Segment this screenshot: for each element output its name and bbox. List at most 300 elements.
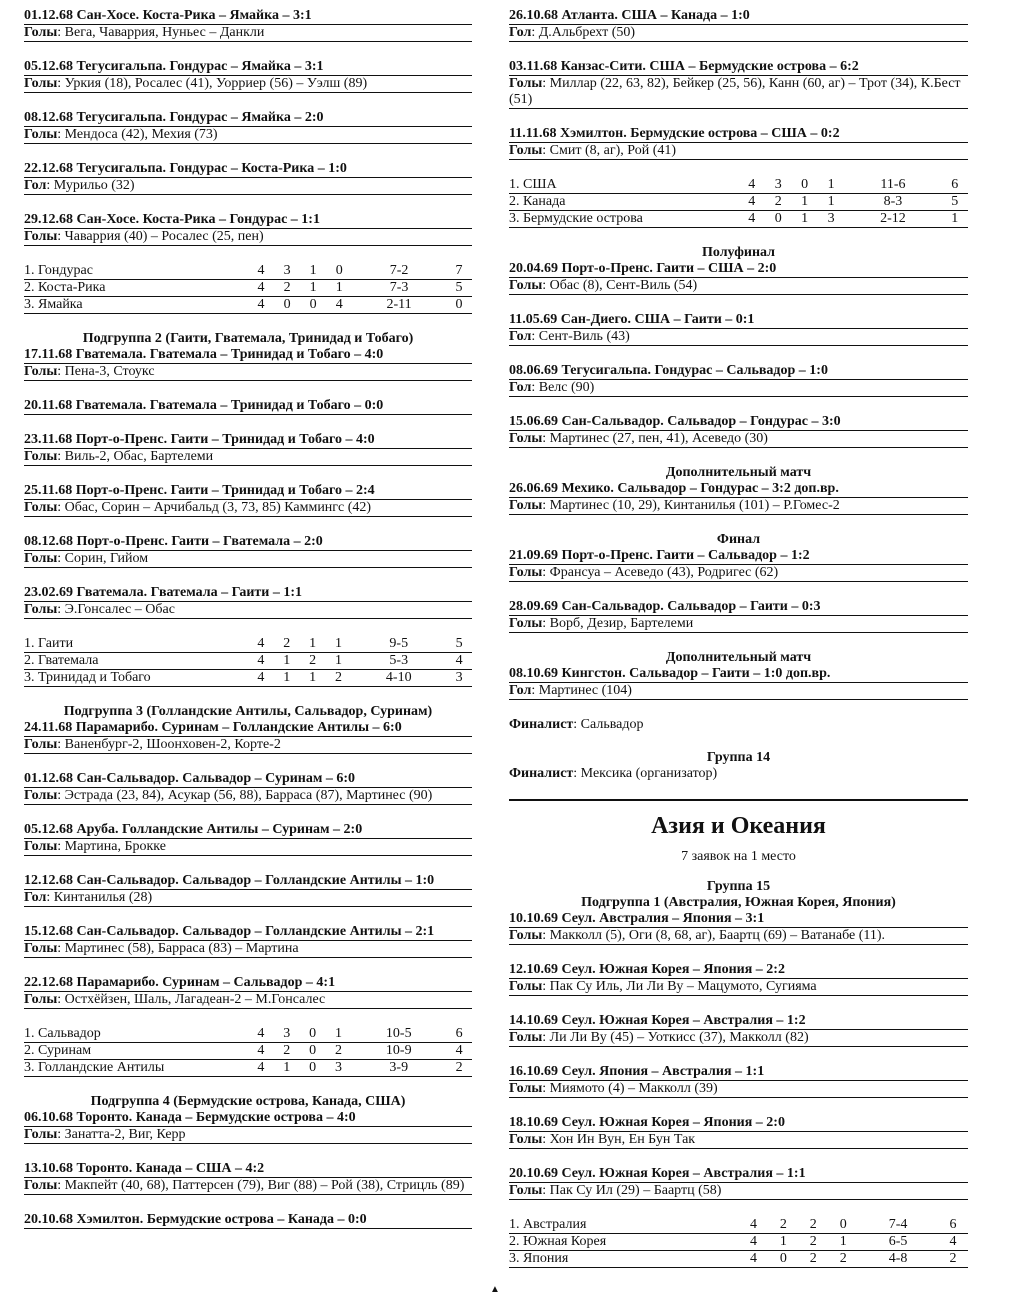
standings-row <box>509 177 968 194</box>
standings-value: 4 <box>248 280 274 297</box>
goal-scorers <box>24 602 472 619</box>
section-heading: Дополнительный матч <box>665 465 812 480</box>
right-column <box>509 8 968 1285</box>
goals-label: Голы <box>509 1132 543 1147</box>
goals-label: Голы <box>24 1178 58 1193</box>
standings-value: 1 <box>818 177 844 194</box>
match-entry <box>509 911 968 945</box>
team-name: 2. Канада <box>509 194 739 211</box>
standings-value: 10-5 <box>351 1026 446 1043</box>
goal-scorers <box>24 551 472 568</box>
goals-text: : Мартинес (58), Барраса (83) – Мартина <box>57 941 299 956</box>
standings-value: 1 <box>300 280 326 297</box>
match-entry <box>24 1212 472 1229</box>
goals-label: Гол <box>509 25 532 40</box>
goals-text: : Мартинес (27, пен, 41), Асеведо (30) <box>542 431 768 446</box>
standings-value: 4 <box>739 1217 769 1234</box>
page-turn-icon: ▲ <box>490 1284 500 1295</box>
match-header: 24.11.68 Парамарибо. Суринам – Голландские Антилы – 6:0 <box>24 720 472 737</box>
goals-text: : Пак Су Иль, Ли Ли Ву – Мацумото, Сугияма <box>542 979 817 994</box>
goal-scorers <box>509 683 968 700</box>
standings-row <box>509 1251 968 1268</box>
standings-value: 1 <box>274 670 300 687</box>
goal-scorers <box>24 500 472 517</box>
match-entry <box>24 822 472 856</box>
standings-value: 6 <box>941 177 968 194</box>
standings-table <box>24 263 472 314</box>
goals-text: : Пак Су Ил (29) – Баартц (58) <box>542 1183 722 1198</box>
match-entry <box>24 347 472 381</box>
match-header: 14.10.69 Сеул. Южная Корея – Австралия – 1:2 <box>509 1013 968 1030</box>
standings-value: 1 <box>326 280 352 297</box>
standings-value: 0 <box>300 297 326 314</box>
team-name: 2. Гватемала <box>24 653 248 670</box>
goals-label: Голы <box>24 449 58 464</box>
standings-value: 4 <box>248 1043 274 1060</box>
goals-text: : Мартина, Брокке <box>57 839 166 854</box>
match-entry <box>24 1161 472 1195</box>
goals-text: : Ваненбург-2, Шоонховен-2, Корте-2 <box>57 737 281 752</box>
standings-value: 2 <box>765 194 791 211</box>
goals-text: : Сент-Виль (43) <box>531 329 630 344</box>
goals-label: Гол <box>24 890 47 905</box>
standings-value: 5 <box>446 280 472 297</box>
standings-value: 8-3 <box>844 194 941 211</box>
match-header: 29.12.68 Сан-Хосе. Коста-Рика – Гондурас – 1:1 <box>24 212 472 229</box>
match-header: 12.12.68 Сан-Сальвадор. Сальвадор – Голландские Антилы – 1:0 <box>24 873 472 890</box>
standings-value: 4-10 <box>351 670 446 687</box>
goal-scorers <box>24 449 472 466</box>
match-entry <box>509 59 968 109</box>
goals-text: : Сорин, Гийом <box>57 551 149 566</box>
finalist-line <box>509 717 968 733</box>
team-name: 1. Сальвадор <box>24 1026 248 1043</box>
match-entry <box>24 771 472 805</box>
match-entry <box>509 1115 968 1149</box>
goals-label: Голы <box>24 76 58 91</box>
standings-value: 2 <box>938 1251 968 1268</box>
standings-value: 0 <box>300 1060 326 1077</box>
goals-label: Голы <box>509 431 543 446</box>
section-heading: Подгруппа 1 (Австралия, Южная Корея, Япония) <box>581 895 896 910</box>
match-header: 20.10.68 Хэмилтон. Бермудские острова – Канада – 0:0 <box>24 1212 472 1229</box>
goals-label: Голы <box>24 602 58 617</box>
section-heading: Группа 15 <box>706 879 771 894</box>
goals-text: : Смит (8, аг), Рой (41) <box>542 143 677 158</box>
finalist-value: : Сальвадор <box>573 717 644 732</box>
standings-value: 1 <box>791 194 817 211</box>
match-entry <box>509 8 968 42</box>
goals-label: Голы <box>24 500 58 515</box>
standings-value: 3 <box>274 1026 300 1043</box>
match-header: 08.06.69 Тегусигальпа. Гондурас – Сальвадор – 1:0 <box>509 363 968 380</box>
standings-value: 2 <box>274 636 300 653</box>
standings-value: 1 <box>300 670 326 687</box>
team-name: 1. Гаити <box>24 636 248 653</box>
team-name: 3. Ямайка <box>24 297 248 314</box>
standings-value: 1 <box>791 211 817 228</box>
goal-scorers <box>24 788 472 805</box>
standings-table <box>509 1217 968 1268</box>
match-header: 22.12.68 Тегусигальпа. Гондурас – Коста-Рика – 1:0 <box>24 161 472 178</box>
goals-label: Голы <box>509 143 543 158</box>
standings-value: 5-3 <box>351 653 446 670</box>
goals-label: Голы <box>24 941 58 956</box>
match-entry <box>509 414 968 448</box>
standings-value: 1 <box>300 636 326 653</box>
match-header: 01.12.68 Сан-Хосе. Коста-Рика – Ямайка – 3:1 <box>24 8 472 25</box>
standings-value: 2 <box>326 1043 352 1060</box>
goal-scorers <box>509 1081 968 1098</box>
match-entry <box>24 483 472 517</box>
match-header: 17.11.68 Гватемала. Гватемала – Тринидад и Тобаго – 4:0 <box>24 347 472 364</box>
goal-scorers <box>509 143 968 160</box>
goals-label: Голы <box>509 928 543 943</box>
standings-value: 9-5 <box>351 636 446 653</box>
match-header: 21.09.69 Порт-о-Пренс. Гаити – Сальвадор – 1:2 <box>509 548 968 565</box>
goals-text: : Чаваррия (40) – Росалес (25, пен) <box>57 229 264 244</box>
standings-value: 6 <box>446 1026 472 1043</box>
standings-value: 4 <box>938 1234 968 1251</box>
match-header: 10.10.69 Сеул. Австралия – Япония – 3:1 <box>509 911 968 928</box>
match-entry <box>24 212 472 246</box>
standings-value: 1 <box>326 653 352 670</box>
goals-label: Голы <box>24 992 58 1007</box>
goals-label: Гол <box>509 380 532 395</box>
standings-value: 4 <box>739 1234 769 1251</box>
match-header: 03.11.68 Канзас-Сити. США – Бермудские острова – 6:2 <box>509 59 968 76</box>
standings-value: 0 <box>446 297 472 314</box>
goals-text: : Мартинес (10, 29), Кинтанилья (101) – Р.Гомес-2 <box>542 498 840 513</box>
goal-scorers <box>509 278 968 295</box>
goals-text: : Мартинес (104) <box>531 683 632 698</box>
standings-row <box>24 263 472 280</box>
standings-value: 2 <box>828 1251 858 1268</box>
standings-value: 0 <box>274 297 300 314</box>
section-heading: Полуфинал <box>701 245 775 260</box>
goal-scorers <box>24 127 472 144</box>
standings-value: 1 <box>941 211 968 228</box>
standings-value: 3 <box>765 177 791 194</box>
standings-value: 0 <box>791 177 817 194</box>
goals-text: : Мендоса (42), Мехия (73) <box>57 127 218 142</box>
team-name: 1. Австралия <box>509 1217 739 1234</box>
standings-row <box>24 1043 472 1060</box>
standings-value: 0 <box>765 211 791 228</box>
goal-scorers <box>24 76 472 93</box>
match-header: 08.10.69 Кингстон. Сальвадор – Гаити – 1:0 доп.вр. <box>509 666 968 683</box>
goals-label: Голы <box>24 1127 58 1142</box>
section-heading: Финал <box>716 532 761 547</box>
match-entry <box>509 312 968 346</box>
team-name: 2. Суринам <box>24 1043 248 1060</box>
standings-value: 4 <box>248 1060 274 1077</box>
standings-table <box>509 177 968 228</box>
standings-value: 6-5 <box>858 1234 938 1251</box>
goal-scorers <box>509 616 968 633</box>
finalist-value: : Мексика (организатор) <box>573 766 718 781</box>
section-heading: Дополнительный матч <box>665 650 812 665</box>
standings-table <box>24 1026 472 1077</box>
goal-scorers <box>24 229 472 246</box>
match-header: 01.12.68 Сан-Сальвадор. Сальвадор – Суринам – 6:0 <box>24 771 472 788</box>
standings-value: 0 <box>326 263 352 280</box>
standings-value: 6 <box>938 1217 968 1234</box>
standings-value: 5 <box>941 194 968 211</box>
team-name: 1. США <box>509 177 739 194</box>
goals-label: Голы <box>24 127 58 142</box>
standings-value: 2 <box>300 653 326 670</box>
match-entry <box>24 59 472 93</box>
goals-text: : Вега, Чаваррия, Нуньес – Данкли <box>57 25 265 40</box>
goal-scorers <box>24 890 472 907</box>
match-header: 06.10.68 Торонто. Канада – Бермудские острова – 4:0 <box>24 1110 472 1127</box>
goals-label: Голы <box>509 1081 543 1096</box>
goals-text: : Э.Гонсалес – Обас <box>57 602 175 617</box>
standings-value: 3 <box>274 263 300 280</box>
team-name: 2. Южная Корея <box>509 1234 739 1251</box>
standings-value: 4 <box>739 1251 769 1268</box>
standings-value: 5 <box>446 636 472 653</box>
match-header: 26.10.68 Атланта. США – Канада – 1:0 <box>509 8 968 25</box>
standings-value: 4 <box>248 263 274 280</box>
match-entry <box>24 873 472 907</box>
goals-text: : Уркия (18), Росалес (41), Уорриер (56) – Уэлш (89) <box>57 76 368 91</box>
standings-value: 2 <box>768 1217 798 1234</box>
goals-label: Голы <box>509 278 543 293</box>
match-header: 25.11.68 Порт-о-Пренс. Гаити – Тринидад и Тобаго – 2:4 <box>24 483 472 500</box>
match-header: 15.12.68 Сан-Сальвадор. Сальвадор – Голландские Антилы – 2:1 <box>24 924 472 941</box>
standings-value: 4 <box>248 297 274 314</box>
standings-value: 0 <box>300 1026 326 1043</box>
goals-label: Голы <box>24 839 58 854</box>
goals-label: Голы <box>509 1030 543 1045</box>
goals-label: Гол <box>509 683 532 698</box>
goal-scorers <box>24 737 472 754</box>
match-header: 18.10.69 Сеул. Южная Корея – Япония – 2:0 <box>509 1115 968 1132</box>
finalist-line <box>509 766 968 782</box>
goal-scorers <box>24 364 472 381</box>
team-name: 2. Коста-Рика <box>24 280 248 297</box>
match-header: 26.06.69 Мехико. Сальвадор – Гондурас – 3:2 доп.вр. <box>509 481 968 498</box>
goal-scorers <box>509 1132 968 1149</box>
standings-value: 4 <box>248 636 274 653</box>
standings-row <box>24 636 472 653</box>
standings-value: 4 <box>326 297 352 314</box>
goals-label: Голы <box>509 979 543 994</box>
goals-label: Голы <box>24 551 58 566</box>
goal-scorers <box>509 431 968 448</box>
match-header: 15.06.69 Сан-Сальвадор. Сальвадор – Гондурас – 3:0 <box>509 414 968 431</box>
goal-scorers <box>509 979 968 996</box>
match-header: 23.11.68 Порт-о-Пренс. Гаити – Тринидад и Тобаго – 4:0 <box>24 432 472 449</box>
standings-value: 0 <box>828 1217 858 1234</box>
goal-scorers <box>24 1127 472 1144</box>
match-header: 11.05.69 Сан-Диего. США – Гаити – 0:1 <box>509 312 968 329</box>
standings-value: 7-3 <box>352 280 446 297</box>
team-name: 3. Япония <box>509 1251 739 1268</box>
quota-note: 7 заявок на 1 место <box>681 849 796 864</box>
goals-text: : Мурильо (32) <box>46 178 135 193</box>
goals-text: : Миллар (22, 63, 82), Бейкер (25, 56), Канн (60, аг) – Трот (34), К.Бест (51) <box>509 76 961 107</box>
goals-label: Голы <box>509 616 543 631</box>
goals-text: : Макколл (5), Оги (8, 68, аг), Баартц (69) – Ватанабе (11). <box>542 928 886 943</box>
standings-value: 0 <box>300 1043 326 1060</box>
standings-value: 3 <box>326 1060 352 1077</box>
standings-value: 4 <box>248 670 274 687</box>
match-entry <box>509 666 968 700</box>
goals-text: : Велс (90) <box>531 380 595 395</box>
standings-row <box>509 1217 968 1234</box>
goal-scorers <box>24 178 472 195</box>
goals-text: : Макпейт (40, 68), Паттерсен (79), Виг (88) – Рой (38), Стрицль (89) <box>57 1178 465 1193</box>
goal-scorers <box>509 76 968 109</box>
match-header: 12.10.69 Сеул. Южная Корея – Япония – 2:2 <box>509 962 968 979</box>
match-header: 11.11.68 Хэмилтон. Бермудские острова – США – 0:2 <box>509 126 968 143</box>
match-entry <box>24 924 472 958</box>
goals-text: : Д.Альбрехт (50) <box>531 25 636 40</box>
match-header: 08.12.68 Порт-о-Пренс. Гаити – Гватемала – 2:0 <box>24 534 472 551</box>
match-entry <box>24 398 472 415</box>
standings-value: 2 <box>798 1217 828 1234</box>
team-name: 3. Бермудские острова <box>509 211 739 228</box>
match-entry <box>509 1064 968 1098</box>
match-header: 05.12.68 Аруба. Голландские Антилы – Суринам – 2:0 <box>24 822 472 839</box>
standings-value: 11-6 <box>844 177 941 194</box>
standings-value: 1 <box>818 194 844 211</box>
standings-row <box>24 670 472 687</box>
standings-value: 3-9 <box>351 1060 446 1077</box>
goals-text: : Хон Ин Вун, Ен Бун Так <box>542 1132 696 1147</box>
standings-value: 7-2 <box>352 263 446 280</box>
match-entry <box>509 962 968 996</box>
standings-value: 3 <box>446 670 472 687</box>
match-entry <box>24 975 472 1009</box>
section-heading: Группа 14 <box>706 750 771 765</box>
goals-text: : Ворб, Дезир, Бартелеми <box>542 616 694 631</box>
standings-value: 1 <box>326 1026 352 1043</box>
match-entry <box>24 161 472 195</box>
standings-value: 1 <box>274 1060 300 1077</box>
goal-scorers <box>24 1178 472 1195</box>
match-header: 20.10.69 Сеул. Южная Корея – Австралия – 1:1 <box>509 1166 968 1183</box>
match-header: 20.04.69 Порт-о-Пренс. Гаити – США – 2:0 <box>509 261 968 278</box>
goals-label: Голы <box>24 229 58 244</box>
standings-row <box>509 194 968 211</box>
goals-label: Гол <box>509 329 532 344</box>
match-header: 23.02.69 Гватемала. Гватемала – Гаити – 1:1 <box>24 585 472 602</box>
goals-text: : Франсуа – Асеведо (43), Родригес (62) <box>542 565 779 580</box>
match-header: 20.11.68 Гватемала. Гватемала – Тринидад и Тобаго – 0:0 <box>24 398 472 415</box>
standings-value: 2 <box>326 670 352 687</box>
goals-text: : Занатта-2, Виг, Керр <box>57 1127 186 1142</box>
goals-text: : Миямото (4) – Макколл (39) <box>542 1081 718 1096</box>
match-entry <box>24 432 472 466</box>
goal-scorers <box>509 928 968 945</box>
match-entry <box>509 1013 968 1047</box>
goal-scorers <box>509 565 968 582</box>
goals-text: : Виль-2, Обас, Бартелеми <box>57 449 214 464</box>
match-entry <box>24 8 472 42</box>
left-column <box>24 8 472 1246</box>
goals-label: Голы <box>24 788 58 803</box>
standings-value: 1 <box>768 1234 798 1251</box>
team-name: 3. Тринидад и Тобаго <box>24 670 248 687</box>
standings-row <box>24 1060 472 1077</box>
finalist-label: Финалист <box>509 717 574 732</box>
standings-row <box>24 653 472 670</box>
standings-value: 2 <box>274 280 300 297</box>
standings-row <box>509 211 968 228</box>
match-entry <box>509 126 968 160</box>
goal-scorers <box>24 839 472 856</box>
goal-scorers <box>509 329 968 346</box>
standings-value: 4 <box>446 653 472 670</box>
goals-text: : Кинтанилья (28) <box>46 890 153 905</box>
goal-scorers <box>509 380 968 397</box>
goal-scorers <box>509 25 968 42</box>
standings-value: 2-12 <box>844 211 941 228</box>
match-header: 13.10.68 Торонто. Канада – США – 4:2 <box>24 1161 472 1178</box>
match-entry <box>24 720 472 754</box>
standings-value: 10-9 <box>351 1043 446 1060</box>
match-entry <box>509 1166 968 1200</box>
standings-value: 2-11 <box>352 297 446 314</box>
standings-value: 7-4 <box>858 1217 938 1234</box>
goal-scorers <box>509 498 968 515</box>
standings-value: 7 <box>446 263 472 280</box>
match-header: 05.12.68 Тегусигальпа. Гондурас – Ямайка – 3:1 <box>24 59 472 76</box>
standings-value: 4 <box>739 211 765 228</box>
standings-value: 4-8 <box>858 1251 938 1268</box>
goals-label: Голы <box>509 76 543 91</box>
match-entry <box>24 534 472 568</box>
region-title: Азия и Океания <box>651 813 826 839</box>
match-entry <box>509 599 968 633</box>
section-heading: Подгруппа 2 (Гаити, Гватемала, Тринидад и Тобаго) <box>82 331 414 346</box>
standings-value: 4 <box>739 194 765 211</box>
match-entry <box>24 585 472 619</box>
standings-value: 1 <box>828 1234 858 1251</box>
standings-value: 4 <box>248 653 274 670</box>
goals-text: : Ли Ли Ву (45) – Уоткисс (37), Макколл (82) <box>542 1030 809 1045</box>
match-entry <box>509 481 968 515</box>
match-entry <box>24 110 472 144</box>
standings-table <box>24 636 472 687</box>
match-entry <box>24 1110 472 1144</box>
section-heading: Подгруппа 4 (Бермудские острова, Канада, США) <box>90 1094 406 1109</box>
standings-value: 2 <box>274 1043 300 1060</box>
goals-label: Голы <box>509 565 543 580</box>
section-heading: Подгруппа 3 (Голландские Антилы, Сальвадор, Суринам) <box>63 704 433 719</box>
goals-label: Голы <box>509 1183 543 1198</box>
standings-value: 4 <box>446 1043 472 1060</box>
goals-text: : Пена-3, Стоукс <box>57 364 155 379</box>
standings-value: 0 <box>768 1251 798 1268</box>
standings-value: 2 <box>798 1251 828 1268</box>
match-entry <box>509 363 968 397</box>
standings-value: 1 <box>274 653 300 670</box>
match-header: 08.12.68 Тегусигальпа. Гондурас – Ямайка – 2:0 <box>24 110 472 127</box>
goals-label: Голы <box>24 25 58 40</box>
standings-value: 2 <box>446 1060 472 1077</box>
standings-row <box>509 1234 968 1251</box>
match-header: 22.12.68 Парамарибо. Суринам – Сальвадор – 4:1 <box>24 975 472 992</box>
goals-label: Голы <box>509 498 543 513</box>
goal-scorers <box>24 992 472 1009</box>
team-name: 1. Гондурас <box>24 263 248 280</box>
match-header: 28.09.69 Сан-Сальвадор. Сальвадор – Гаити – 0:3 <box>509 599 968 616</box>
